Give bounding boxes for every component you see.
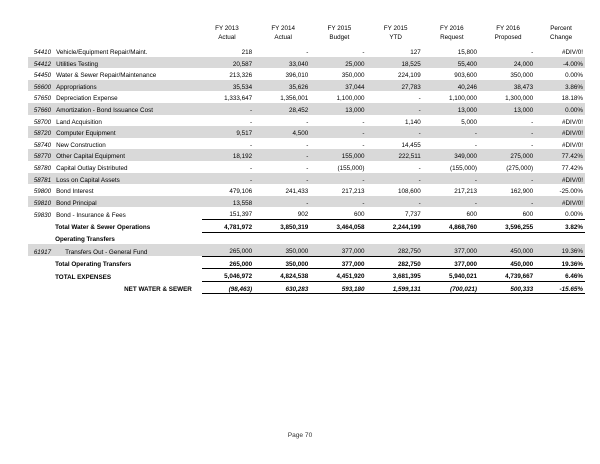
row-description: Water & Sewer Repair/Maintenance — [56, 72, 157, 80]
header-fy2016-request-line2: Request — [440, 34, 464, 42]
cell-fy2016-request: 349,000 — [427, 149, 483, 161]
cell-fy2015-ytd: - — [371, 103, 427, 115]
row-description: Amortization - Bond Issuance Cost — [55, 103, 202, 115]
cell-fy2016-proposed: 4,739,667 — [483, 269, 539, 282]
row-description: Vehicle/Equipment Repair/Maint. — [56, 48, 148, 56]
cell-fy2013-actual: 479,106 — [229, 188, 253, 196]
cell-fy2016-request: (700,021) — [427, 281, 483, 294]
cell-fy2014-actual: 350,000 — [258, 244, 314, 256]
cell-fy2015-ytd: 14,455 — [401, 141, 421, 149]
table-row — [28, 281, 585, 294]
cell-fy2016-proposed: 162,900 — [510, 188, 534, 196]
cell-fy2016-request: 377,000 — [427, 256, 483, 269]
bottom-rule-segment — [202, 294, 258, 298]
row-description: Land Acquisition — [56, 118, 102, 126]
header-code-blank — [28, 24, 55, 33]
cell-fy2015-budget: 1,100,000 — [336, 95, 365, 103]
row-account-code: 57650 — [33, 95, 52, 103]
cell-percent-change: 0.00% — [565, 211, 583, 219]
cell-percent-change: 18.18% — [561, 95, 583, 103]
bottom-rule-segment — [427, 294, 483, 298]
cell-fy2015-budget: - — [362, 141, 365, 149]
row-account-code: 61917 — [28, 244, 55, 256]
table-row — [28, 184, 585, 196]
header-desc-blank2 — [55, 33, 202, 45]
cell-fy2014-actual: - — [306, 118, 309, 126]
row-description: Appropriations — [55, 80, 202, 92]
cell-fy2015-ytd: 127 — [410, 48, 421, 56]
cell-fy2014-actual: - — [258, 196, 314, 208]
cell-fy2016-proposed: 1,300,000 — [505, 95, 534, 103]
header-fy2015-ytd-line2: YTD — [389, 34, 402, 42]
cell-fy2013-actual: 13,558 — [202, 196, 258, 208]
cell-fy2015-ytd: 108,600 — [397, 188, 421, 196]
row-account-code: 54412 — [28, 57, 55, 69]
row-description: Utilities Testing — [55, 57, 202, 69]
cell-percent-change: -15.65% — [539, 281, 585, 294]
cell-percent-change: 19.36% — [539, 244, 585, 256]
cell-fy2015-ytd: 18,525 — [371, 57, 427, 69]
row-account-code — [28, 256, 55, 269]
header-percent-change-line2: Change — [550, 34, 573, 42]
table-row — [28, 256, 585, 269]
row-account-code — [28, 281, 55, 294]
cell-fy2015-budget: 3,464,058 — [314, 219, 370, 232]
row-description: Other Capital Equipment — [55, 149, 202, 161]
header-fy2016-request-line1: FY 2016 — [439, 25, 464, 33]
cell-fy2016-request: 13,000 — [427, 103, 483, 115]
cell-fy2016-proposed: - — [531, 118, 534, 126]
cell-fy2016-request: 5,940,021 — [427, 269, 483, 282]
table-row — [28, 269, 585, 282]
cell-fy2014-actual: 28,452 — [258, 103, 314, 115]
row-account-code: 58770 — [28, 149, 55, 161]
budget-table — [28, 24, 585, 297]
cell-fy2015-ytd: 282,750 — [371, 244, 427, 256]
cell-fy2016-request: 217,213 — [454, 188, 477, 196]
cell-fy2015-budget: 377,000 — [314, 244, 370, 256]
cell-fy2015-ytd: 27,783 — [371, 80, 427, 92]
cell-fy2016-request: - — [474, 141, 477, 149]
row-account-code: 58780 — [33, 165, 52, 173]
cell-fy2013-actual: 4,781,972 — [202, 219, 258, 232]
page-footer: Page 70 — [287, 432, 313, 439]
cell-percent-change: 3.82% — [539, 219, 585, 232]
row-description: Operating Transfers — [55, 236, 115, 244]
cell-fy2014-actual: 902 — [297, 211, 309, 219]
cell-fy2015-ytd: - — [418, 164, 421, 172]
bottom-rule-segment — [314, 294, 370, 298]
cell-fy2015-budget: 350,000 — [341, 72, 365, 80]
table-row — [28, 219, 585, 232]
cell-fy2015-ytd: 282,750 — [371, 256, 427, 269]
cell-fy2014-actual: 4,500 — [258, 126, 314, 138]
header-fy2013-actual-line1: FY 2013 — [215, 25, 239, 33]
table-row — [28, 126, 585, 138]
cell-fy2016-proposed: 350,000 — [510, 72, 534, 80]
cell-fy2016-request — [427, 232, 483, 244]
cell-percent-change: #DIV/0! — [539, 173, 585, 185]
cell-fy2013-actual: 213,326 — [229, 72, 253, 80]
row-account-code: 54410 — [33, 49, 52, 57]
bottom-rule-segment — [55, 294, 202, 298]
row-account-code: 58740 — [33, 141, 52, 149]
cell-fy2016-proposed: (275,000) — [506, 164, 534, 172]
cell-fy2014-actual: 630,283 — [258, 281, 314, 294]
cell-fy2016-proposed: - — [531, 48, 534, 56]
cell-fy2016-request: - — [427, 126, 483, 138]
cell-fy2015-budget: - — [314, 196, 370, 208]
row-description: Depreciation Expense — [56, 95, 118, 103]
cell-percent-change: -25.00% — [559, 188, 583, 196]
header-percent-change-line1: Percent — [550, 25, 572, 33]
cell-fy2013-actual: 1,333,647 — [224, 95, 253, 103]
cell-fy2014-actual: 241,433 — [285, 188, 309, 196]
row-account-code: 59810 — [28, 196, 55, 208]
cell-fy2016-proposed: - — [483, 196, 539, 208]
cell-fy2015-ytd: - — [371, 173, 427, 185]
cell-fy2016-request: - — [427, 173, 483, 185]
table-row — [28, 196, 585, 208]
header-row-line1 — [28, 24, 585, 33]
row-account-code: 58720 — [28, 126, 55, 138]
row-account-code: 56600 — [28, 80, 55, 92]
cell-fy2016-proposed: - — [483, 126, 539, 138]
cell-fy2016-proposed — [483, 232, 539, 244]
table-row — [28, 232, 585, 244]
table-row — [28, 161, 585, 173]
row-description: Total Water & Sewer Operations — [55, 224, 151, 232]
cell-fy2016-request: 377,000 — [427, 244, 483, 256]
cell-fy2015-budget: - — [314, 126, 370, 138]
cell-percent-change: 3.86% — [539, 80, 585, 92]
cell-fy2015-ytd: 7,737 — [404, 211, 421, 219]
cell-fy2013-actual: - — [202, 103, 258, 115]
cell-percent-change: -4.00% — [539, 57, 585, 69]
cell-fy2016-proposed: 600 — [522, 211, 534, 219]
cell-fy2014-actual: - — [258, 173, 314, 185]
cell-fy2015-budget: 593,180 — [314, 281, 370, 294]
table-body — [28, 45, 585, 297]
cell-fy2015-budget: 377,000 — [314, 256, 370, 269]
cell-percent-change: 77.42% — [539, 149, 585, 161]
table-row — [28, 138, 585, 150]
cell-fy2014-actual: 35,626 — [258, 80, 314, 92]
cell-fy2015-ytd: 222,511 — [371, 149, 427, 161]
cell-percent-change: 0.00% — [539, 103, 585, 115]
cell-percent-change: 77.42% — [561, 164, 583, 172]
cell-fy2016-proposed: 500,333 — [483, 281, 539, 294]
cell-fy2014-actual: - — [306, 48, 309, 56]
cell-fy2016-proposed: 450,000 — [483, 256, 539, 269]
header-row-line2 — [28, 33, 585, 45]
cell-fy2013-actual: 151,397 — [229, 211, 253, 219]
cell-fy2013-actual — [202, 232, 258, 244]
bottom-rule-segment — [539, 294, 585, 298]
cell-fy2014-actual: - — [306, 164, 309, 172]
row-account-code: 54450 — [33, 72, 52, 80]
header-fy2016-proposed-line2: Proposed — [494, 34, 522, 42]
header-fy2014-actual-line2: Actual — [274, 34, 292, 42]
cell-fy2015-budget: 155,000 — [314, 149, 370, 161]
cell-fy2016-proposed: 38,473 — [483, 80, 539, 92]
cell-fy2015-budget: (155,000) — [337, 164, 365, 172]
cell-percent-change: 19.36% — [539, 256, 585, 269]
cell-percent-change — [539, 232, 585, 244]
header-fy2014-actual-line1: FY 2014 — [271, 25, 296, 33]
cell-fy2016-proposed: 275,000 — [483, 149, 539, 161]
table-row — [28, 45, 585, 57]
cell-fy2013-actual: 265,000 — [202, 256, 258, 269]
header-fy2015-budget-line1: FY 2015 — [327, 25, 352, 33]
table-row — [28, 80, 585, 92]
cell-fy2014-actual: 1,356,001 — [280, 95, 309, 103]
table-row — [28, 173, 585, 185]
cell-fy2013-actual: 5,046,972 — [202, 269, 258, 282]
cell-fy2015-budget: - — [314, 173, 370, 185]
bottom-rule-segment — [371, 294, 427, 298]
cell-fy2013-actual: - — [249, 141, 253, 149]
cell-fy2016-request: - — [427, 196, 483, 208]
row-account-code: 57660 — [28, 103, 55, 115]
cell-fy2016-proposed: 3,596,255 — [483, 219, 539, 232]
cell-fy2013-actual: 35,534 — [202, 80, 258, 92]
cell-percent-change: 6.46% — [539, 269, 585, 282]
cell-fy2015-budget: 4,451,920 — [314, 269, 370, 282]
cell-percent-change: #DIV/0! — [539, 126, 585, 138]
cell-fy2013-actual: - — [202, 173, 258, 185]
cell-fy2015-budget: 217,213 — [341, 188, 365, 196]
row-description: Bond Principal — [55, 196, 202, 208]
bottom-rule-segment — [483, 294, 539, 298]
cell-percent-change: 0.00% — [565, 72, 583, 80]
cell-fy2013-actual: - — [249, 164, 253, 172]
table-row — [28, 103, 585, 115]
cell-fy2016-request: 600 — [466, 211, 477, 219]
table-row — [28, 91, 585, 103]
row-description: Transfers Out - General Fund — [55, 244, 202, 256]
cell-percent-change: #DIV/0! — [562, 48, 583, 56]
cell-fy2016-request: 15,800 — [457, 48, 477, 56]
cell-fy2015-budget: - — [362, 48, 365, 56]
cell-fy2016-request: 40,246 — [427, 80, 483, 92]
cell-fy2015-budget — [314, 232, 370, 244]
cell-fy2016-proposed: 24,000 — [483, 57, 539, 69]
bottom-rule-segment — [28, 294, 55, 298]
cell-fy2016-request: (155,000) — [449, 164, 477, 172]
row-account-code: 58781 — [28, 173, 55, 185]
table-row — [28, 68, 585, 80]
table-row — [28, 207, 585, 219]
row-description: Computer Equipment — [55, 126, 202, 138]
cell-fy2014-actual: 350,000 — [258, 256, 314, 269]
cell-fy2015-budget: 37,044 — [314, 80, 370, 92]
cell-fy2016-request: 903,600 — [454, 72, 477, 80]
row-description: NET WATER & SEWER — [124, 286, 192, 294]
cell-fy2016-request: 4,868,760 — [427, 219, 483, 232]
cell-fy2013-actual: 9,517 — [202, 126, 258, 138]
cell-fy2013-actual: 218 — [241, 48, 253, 56]
cell-fy2013-actual: 18,192 — [202, 149, 258, 161]
row-description: TOTAL EXPENSES — [55, 273, 112, 281]
table-row — [28, 149, 585, 161]
cell-fy2015-ytd: 224,109 — [397, 72, 421, 80]
cell-fy2015-budget: 13,000 — [314, 103, 370, 115]
table-row — [28, 244, 585, 256]
cell-fy2015-ytd: - — [418, 95, 421, 103]
cell-fy2013-actual: - — [249, 118, 253, 126]
row-account-code: 59800 — [33, 188, 52, 196]
cell-fy2016-proposed: 13,000 — [483, 103, 539, 115]
row-account-code — [28, 269, 55, 282]
row-account-code — [28, 232, 55, 244]
table-header — [28, 24, 585, 45]
row-description: Total Operating Transfers — [55, 261, 132, 269]
cell-fy2016-request: 55,400 — [427, 57, 483, 69]
row-account-code — [28, 219, 55, 232]
row-description: Loss on Capital Assets — [55, 173, 202, 185]
row-description: Bond - Insurance & Fees — [56, 211, 126, 219]
cell-fy2013-actual: 20,587 — [202, 57, 258, 69]
header-fy2016-proposed-line1: FY 2016 — [496, 25, 520, 33]
cell-percent-change: #DIV/0! — [562, 118, 583, 126]
cell-fy2015-ytd: 3,681,395 — [371, 269, 427, 282]
cell-fy2014-actual: 3,850,319 — [258, 219, 314, 232]
row-description: Bond Interest — [56, 188, 94, 196]
cell-fy2015-budget: - — [362, 118, 365, 126]
cell-fy2015-ytd: 1,599,131 — [371, 281, 427, 294]
cell-fy2015-ytd: 1,140 — [404, 118, 421, 126]
cell-percent-change: #DIV/0! — [562, 141, 583, 149]
cell-fy2015-ytd: - — [371, 196, 427, 208]
cell-fy2014-actual: - — [258, 149, 314, 161]
cell-fy2014-actual: 33,040 — [258, 57, 314, 69]
bottom-rule-segment — [258, 294, 314, 298]
cell-fy2014-actual: - — [306, 141, 309, 149]
table-row — [28, 115, 585, 127]
cell-fy2016-proposed: - — [531, 141, 534, 149]
header-fy2015-ytd-line1: FY 2015 — [383, 25, 408, 33]
cell-fy2013-actual: (98,463) — [202, 281, 258, 294]
row-account-code: 59830 — [33, 211, 52, 219]
table-bottom-rule — [28, 294, 585, 298]
cell-fy2014-actual: 396,010 — [285, 72, 309, 80]
row-description: New Construction — [56, 141, 106, 149]
cell-fy2015-ytd: 2,244,199 — [371, 219, 427, 232]
header-desc-blank — [55, 24, 202, 33]
row-description: Capital Outlay Distributed — [56, 164, 128, 172]
cell-fy2015-budget: 25,000 — [314, 57, 370, 69]
cell-fy2016-proposed: 450,000 — [483, 244, 539, 256]
cell-fy2014-actual — [258, 232, 314, 244]
cell-fy2015-budget: 600 — [354, 211, 365, 219]
row-account-code: 58700 — [33, 118, 52, 126]
cell-percent-change: #DIV/0! — [539, 196, 585, 208]
table-row — [28, 57, 585, 69]
cell-fy2016-request: 1,100,000 — [448, 95, 477, 103]
cell-fy2016-proposed: - — [483, 173, 539, 185]
header-code-blank2 — [28, 33, 55, 45]
cell-fy2015-ytd: - — [371, 126, 427, 138]
header-fy2013-actual-line2: Actual — [218, 34, 236, 42]
cell-fy2014-actual: 4,824,538 — [258, 269, 314, 282]
cell-fy2013-actual: 265,000 — [202, 244, 258, 256]
header-fy2015-budget-line2: Budget — [329, 34, 350, 42]
cell-fy2016-request: 5,000 — [461, 118, 477, 126]
cell-fy2015-ytd — [371, 232, 427, 244]
